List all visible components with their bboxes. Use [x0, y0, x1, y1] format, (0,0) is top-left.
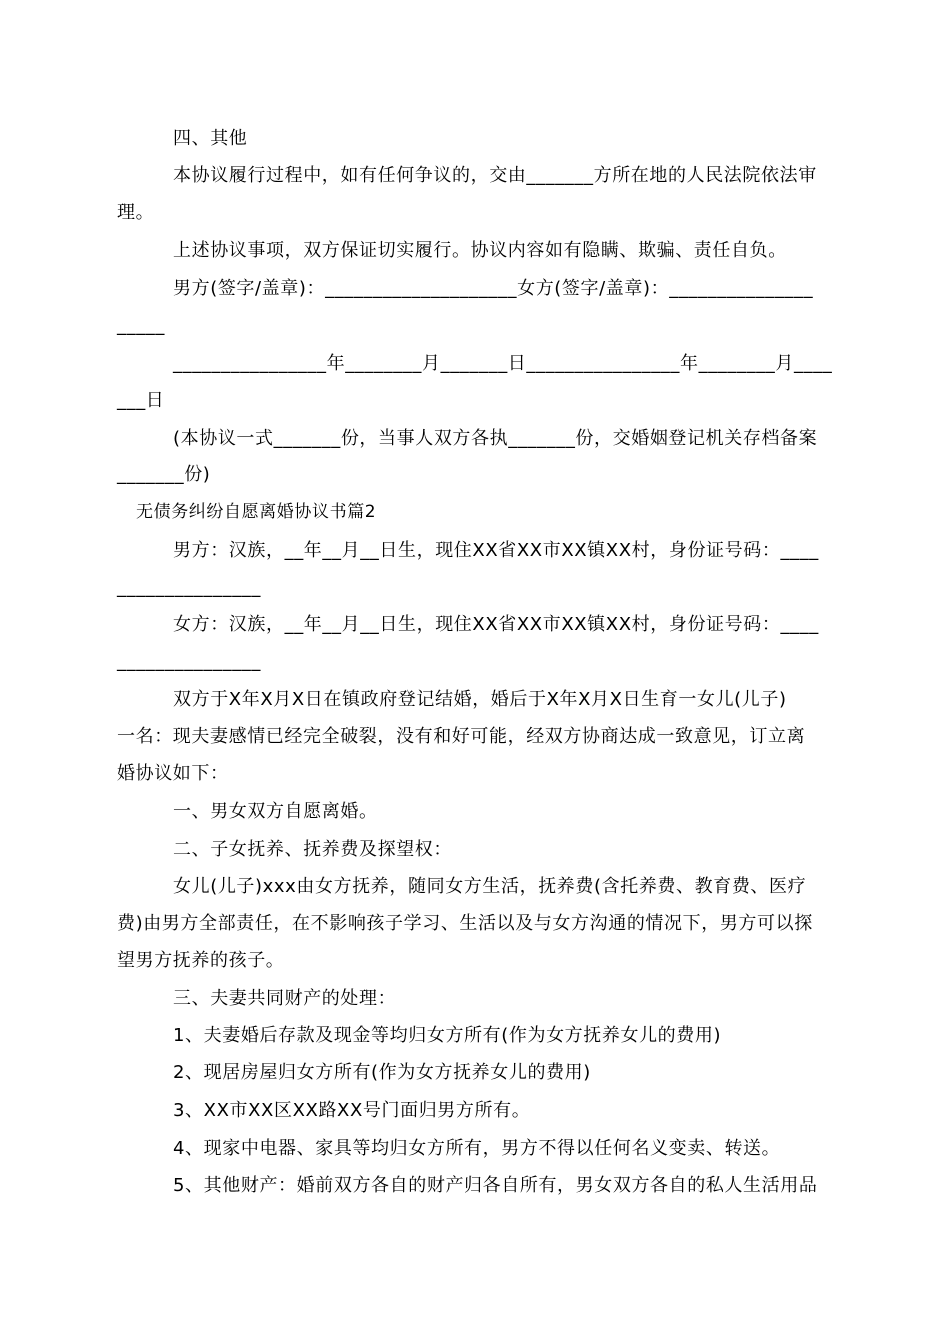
- date-line: ________________年________月_______日________________年________月____: [173, 353, 833, 374]
- signature-line-cont: _____: [117, 315, 165, 336]
- man-info: 男方：汉族，__年__月__日生，现住XX省XX市XX镇XX村，身份证号码：____: [173, 540, 819, 561]
- woman-info-cont: _______________: [117, 651, 261, 672]
- intro-paragraph-cont: 婚协议如下：: [117, 763, 229, 784]
- property-item-1: 1、夫妻婚后存款及现金等均归女方所有(作为女方抚养女儿的费用): [173, 1025, 722, 1046]
- property-item-5: 5、其他财产：婚前双方各自的财产归各自所有，男女双方各自的私人生活用品: [173, 1175, 818, 1196]
- copies-note: (本协议一式_______份，当事人双方各执_______份，交婚姻登记机关存档备案: [173, 428, 818, 449]
- dispute-clause-cont: 理。: [117, 202, 155, 223]
- clause-1: 一、男女双方自愿离婚。: [173, 801, 378, 822]
- property-item-4: 4、现家中电器、家具等均归女方所有，男方不得以任何名义变卖、转送。: [173, 1138, 781, 1159]
- property-item-2: 2、现居房屋归女方所有(作为女方抚养女儿的费用): [173, 1062, 591, 1083]
- woman-info: 女方：汉族，__年__月__日生，现住XX省XX市XX镇XX村，身份证号码：____: [173, 614, 819, 635]
- section-heading: 四、其他: [173, 128, 248, 149]
- date-line-cont: ___日: [117, 390, 165, 411]
- property-item-3: 3、XX市XX区XX路XX号门面归男方所有。: [173, 1100, 531, 1121]
- custody-paragraph-cont: 望男方抚养的孩子。: [117, 950, 285, 971]
- custody-paragraph-cont: 费)由男方全部责任，在不影响孩子学习、生活以及与女方沟通的情况下，男方可以探: [117, 913, 813, 934]
- copies-note-cont: _______份): [117, 464, 211, 485]
- clause-2: 二、子女抚养、抚养费及探望权：: [173, 839, 452, 860]
- intro-paragraph-cont: 一名：现夫妻感情已经完全破裂，没有和好可能，经双方协商达成一致意见，订立离: [117, 726, 806, 747]
- intro-paragraph: 双方于X年X月X日在镇政府登记结婚，婚后于X年X月X日生育一女儿(儿子): [173, 689, 787, 710]
- dispute-clause: 本协议履行过程中，如有任何争议的，交由_______方所在地的人民法院依法审: [173, 165, 817, 186]
- clause-3: 三、夫妻共同财产的处理：: [173, 988, 397, 1009]
- custody-paragraph: 女儿(儿子)xxx由女方抚养，随同女方生活，抚养费(含托养费、教育费、医疗: [173, 876, 807, 897]
- guarantee-clause: 上述协议事项，双方保证切实履行。协议内容如有隐瞒、欺骗、责任自负。: [173, 240, 787, 261]
- article-title: 无债务纠纷自愿离婚协议书篇2: [136, 502, 377, 522]
- man-info-cont: _______________: [117, 577, 261, 598]
- signature-line: 男方(签字/盖章)：____________________女方(签字/盖章)：_______________: [173, 278, 814, 299]
